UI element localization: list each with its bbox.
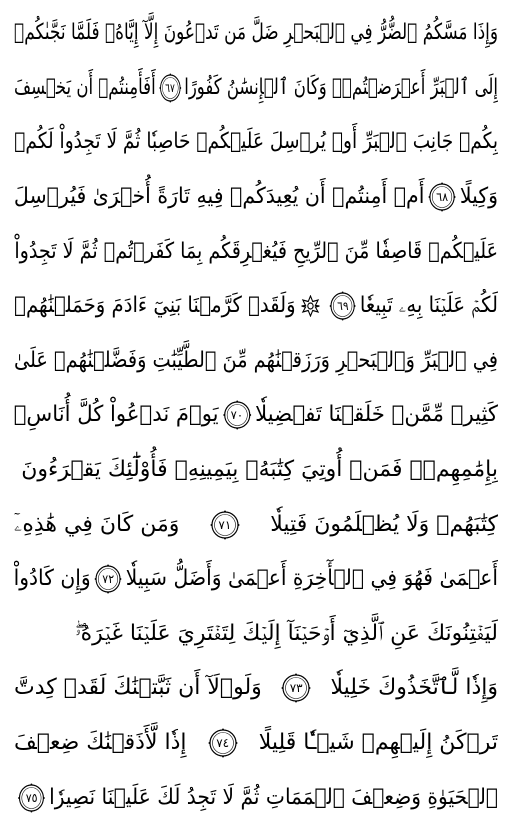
ayah-number: ٧٢ xyxy=(102,572,115,587)
ayah-number-marker xyxy=(208,728,238,758)
verse-text: أَفَأَمِنتُمۡ أَن يَخۡسِفَ xyxy=(14,74,156,100)
ayah-number-marker xyxy=(210,510,240,540)
ayah-number-marker xyxy=(222,400,251,430)
verse-text: عَلَيۡكُمۡ قَاصِفٗا مِّنَ ٱلرِّيحِ فَيُغۡرِقَكُم بِمَا كَفَرۡتُمۡ ثُمَّ لَا تَجِدُواْ xyxy=(14,238,498,264)
verse-text: وَمَن كَانَ فِي هَٰذِهِۦٓ xyxy=(14,511,180,537)
ayah-number-marker xyxy=(428,182,456,212)
text-line xyxy=(14,497,498,552)
ayah-number: ٧٣ xyxy=(289,681,303,696)
verse-text: وَإِن كَادُواْ xyxy=(14,566,91,592)
verse-text: لَيَفۡتِنُونَكَ عَنِ ٱلَّذِيٓ أَوۡحَيۡنَآ إِلَيۡكَ لِتَفۡتَرِيَ عَلَيۡنَا غَيۡرَهُۥۖ xyxy=(75,620,498,646)
ayah-number: ٦٩ xyxy=(337,299,349,314)
ayah-number-marker xyxy=(18,783,46,813)
verse-text: كِتَٰبَهُمۡ وَلَا يُظۡلَمُونَ فَتِيلٗا xyxy=(270,511,498,537)
ayah-number-marker xyxy=(94,564,122,594)
ayah-number-marker xyxy=(159,73,182,103)
text-line xyxy=(14,279,498,334)
ayah-number: ٦٨ xyxy=(436,190,449,205)
text-line xyxy=(14,770,498,825)
verse-text: بِكُمۡ جَانِبَ ٱلۡبَرِّ أَوۡ يُرۡسِلَ عَلَيۡكُمۡ حَاصِبٗا ثُمَّ لَا تَجِدُواْ لَكُمۡ xyxy=(14,129,498,155)
sajda-mark-icon xyxy=(301,295,321,317)
verse-text: ٱلۡحَيَوٰةِ وَضِعۡفَ ٱلۡمَمَاتِ ثُمَّ لَا تَجِدُ لَكَ عَلَيۡنَا نَصِيرٗا xyxy=(49,784,498,810)
ayah-number-marker xyxy=(330,291,357,321)
verse-text: أَعۡمَىٰ فَهُوَ فِي ٱلۡأٓخِرَةِ أَعۡمَىٰ وَأَضَلُّ سَبِيلٗا xyxy=(125,566,498,592)
text-line xyxy=(14,224,498,279)
ayah-number-marker xyxy=(281,673,311,703)
ayah-number: ٧٠ xyxy=(230,408,244,423)
verse-text: إِلَى ٱلۡبَرِّ أَعۡرَضۡتُمۡۚ وَكَانَ ٱلۡإِنسَٰنُ كَفُورًا xyxy=(184,74,498,100)
ayah-number: ٦٧ xyxy=(165,80,175,95)
verse-text: وَإِذَا مَسَّكُمُ ٱلضُّرُّ فِي ٱلۡبَحۡرِ ضَلَّ مَن تَدۡعُونَ إِلَّآ إِيَّاهُۖ فَلَمَّا نَجَّىٰكُمۡ xyxy=(14,20,498,46)
text-line xyxy=(14,115,498,170)
text-line xyxy=(14,334,498,389)
verse-text: يَوۡمَ نَدۡعُواْ كُلَّ أُنَاسِۭ xyxy=(14,402,219,428)
verse-text: لَكُمۡ عَلَيۡنَا بِهِۦ تَبِيعٗا xyxy=(359,293,498,319)
verse-text: فِي ٱلۡبَرِّ وَٱلۡبَحۡرِ وَرَزَقۡنَٰهُم مِّنَ ٱلطَّيِّبَٰتِ وَفَضَّلۡنَٰهُمۡ عَلَىٰ xyxy=(13,347,498,373)
text-line xyxy=(14,552,498,607)
verse-text: وَلَوۡلَآ أَن ثَبَّتۡنَٰكَ لَقَدۡ كِدتَّ xyxy=(14,675,262,701)
ayah-number: ٧٥ xyxy=(25,790,38,805)
text-line xyxy=(14,443,498,498)
verse-text: تَرۡكَنُ إِلَيۡهِمۡ شَيۡـٔٗا قَلِيلًا xyxy=(258,730,498,756)
verse-text: وَإِذٗا لَّٱتَّخَذُوكَ خَلِيلٗا xyxy=(330,675,498,701)
text-line xyxy=(14,388,498,443)
verse-text: وَكِيلًا xyxy=(459,184,498,210)
ayah-number: ٧٤ xyxy=(216,736,230,751)
verse-text: أَمۡ أَمِنتُمۡ أَن يُعِيدَكُمۡ فِيهِ تَارَةً أُخۡرَىٰ فَيُرۡسِلَ xyxy=(14,184,425,210)
text-line xyxy=(14,170,498,225)
verse-text: كَثِيرٖ مِّمَّنۡ خَلَقۡنَا تَفۡضِيلٗا xyxy=(255,402,498,428)
text-line xyxy=(14,661,498,716)
text-line xyxy=(14,61,498,116)
text-line xyxy=(14,716,498,771)
text-line xyxy=(14,607,498,662)
verse-text: بِإِمَٰمِهِمۡۖ فَمَنۡ أُوتِيَ كِتَٰبَهُۥ بِيَمِينِهِۦ فَأُوْلَٰٓئِكَ يَقۡرَءُونَ xyxy=(21,457,498,483)
verse-text: إِذٗا لَّأَذَقۡنَٰكَ ضِعۡفَ xyxy=(14,730,187,756)
text-line xyxy=(14,6,498,61)
ayah-number: ٧١ xyxy=(218,517,232,532)
verse-text: وَلَقَدۡ كَرَّمۡنَا بَنِيٓ ءَادَمَ وَحَمَلۡنَٰهُمۡ xyxy=(14,293,296,319)
